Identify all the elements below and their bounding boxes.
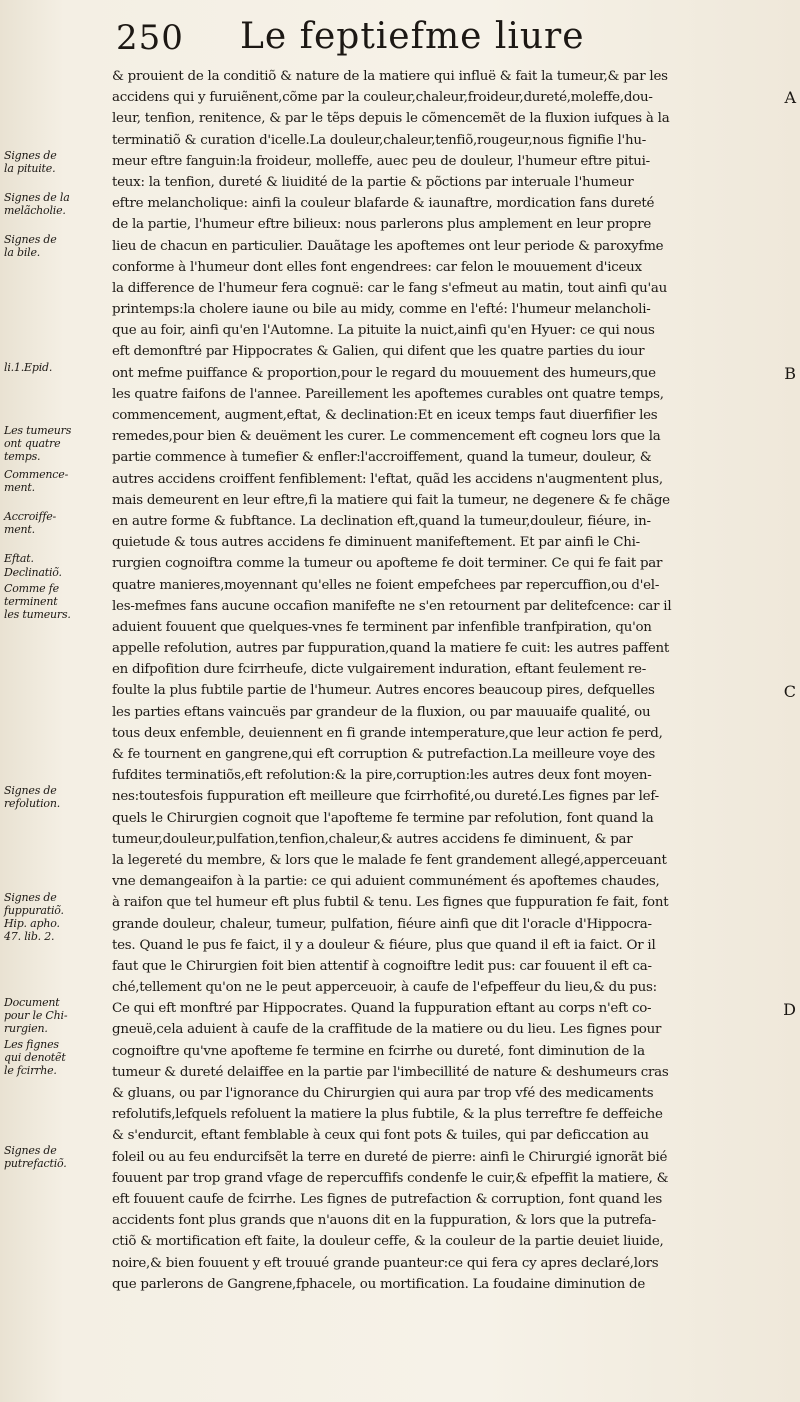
text-line: tumeur,douleur,pulfation,tenfion,chaleur,& autres accidens fe diminuent, & par bbox=[112, 831, 633, 847]
text-line: printemps:la cholere iaune ou bile au midy, comme en l'efté: l'humeur melancholi- bbox=[112, 302, 651, 318]
text-line: ché,tellement qu'on ne le peut apperceuoir, à caufe de l'efpeffeur du lieu,& du pus: bbox=[112, 980, 657, 996]
text-line: fouuent par trop grand vfage de repercuffifs condenfe le cuir,& efpeffit la matiere, & bbox=[112, 1170, 669, 1186]
margin-note: Accroiffe- ment. bbox=[4, 510, 57, 536]
margin-notes bbox=[0, 0, 112, 1402]
section-letter: B bbox=[784, 364, 796, 383]
margin-note: li.1.Epid. bbox=[4, 361, 53, 374]
text-line: que parlerons de Gangrene,fphacele, ou mortification. La foudaine diminution de bbox=[112, 1276, 645, 1292]
text-line: & prouient de la conditiõ & nature de la matiere qui influë & fait la tumeur,& par les bbox=[112, 69, 668, 84]
margin-note: Signes de la melãcholie. bbox=[4, 191, 70, 217]
text-line: teux: la tenfion, dureté & liuidité de la partie & põctions par interuale l'humeur bbox=[112, 174, 634, 190]
text-line: de la partie, l'humeur eftre bilieux: nous parlerons plus amplement en leur propre bbox=[112, 217, 652, 233]
text-line: tes. Quand le pus fe faict, il y a douleur & fiéure, plus que quand il eft ia faict. Or il bbox=[112, 937, 656, 953]
text-line: les parties eftans vaincuës par grandeur de la fluxion, ou par mauuaife qualité, ou bbox=[112, 704, 651, 720]
margin-note: Document pour le Chi- rurgien. bbox=[4, 996, 68, 1035]
text-line: eftre melancholique: ainfi la couleur blafarde & iaunaftre, mordication fans dureté bbox=[112, 196, 655, 212]
text-line: en autre forme & fubftance. La declination eft,quand la tumeur,douleur, fiéure, in- bbox=[112, 513, 651, 529]
text-line: appelle refolution, autres par fuppuration,quand la matiere fe cuit: les autres paffent bbox=[112, 641, 670, 657]
text-line: noire,& bien fouuent y eft trouué grande puanteur:ce qui fera cy apres declaré,lors bbox=[112, 1255, 659, 1271]
text-line: conforme à l'humeur dont elles font engendrees: car felon le mouuement d'iceux bbox=[112, 259, 642, 275]
margin-note: Commence- ment. bbox=[4, 468, 69, 494]
text-line: autres accidens croiffent fenfiblement: l'eftat, quãd les accidens n'augmentent plus, bbox=[112, 471, 663, 487]
section-letter: A bbox=[784, 88, 796, 107]
text-line: ont mefme puiffance & proportion,pour le regard du mouuement des humeurs,que bbox=[112, 365, 656, 381]
text-line: ctiõ & mortification eft faite, la douleur ceffe, & la couleur de la partie deuiet liuide, bbox=[112, 1234, 664, 1250]
text-line: à raifon que tel humeur eft plus fubtil & tenu. Les fignes que fuppuration fe fait, font bbox=[112, 895, 669, 911]
margin-note: Comme fe terminent les tumeurs. bbox=[4, 582, 71, 621]
text-line: vne demangeaifon à la partie: ce qui aduient communément és apoftemes chaudes, bbox=[112, 874, 660, 890]
section-letter: C bbox=[783, 682, 796, 701]
text-line: accidents font plus grands que n'auons dit en la fuppuration, & lors que la putrefa- bbox=[112, 1213, 656, 1229]
text-line: en difpofition dure fcirrheufe, dicte vulgairement induration, eftant feulement re- bbox=[112, 662, 646, 678]
text-line: commencement, augment,eftat, & declination:Et en iceux temps faut diuerfifier les bbox=[112, 408, 658, 423]
running-title: Le feptiefme liure bbox=[240, 16, 585, 57]
page-header bbox=[110, 14, 770, 64]
text-line: tumeur & dureté delaiffee en la partie par l'imbecillité de nature & deshumeurs cras bbox=[112, 1064, 669, 1080]
text-line: que au foir, ainfi qu'en l'Automne. La pituite la nuict,ainfi qu'en Hyuer: ce qui nous bbox=[112, 323, 655, 339]
text-line: mais demeurent en leur eftre,fi la matiere qui fait la tumeur, ne degenere & fe chãge bbox=[112, 492, 670, 508]
margin-note: Signes de la pituite. bbox=[4, 149, 57, 175]
text-line: remedes,pour bien & deuëment les curer. Le commencement eft cogneu lors que la bbox=[112, 429, 661, 445]
text-line: la difference de l'humeur fera cognuë: car le fang s'efmeut au matin, tout ainfi qu'au bbox=[112, 280, 668, 296]
text-line: lieu de chacun en particulier. Dauãtage les apoftemes ont leur periode & paroxyfme bbox=[112, 238, 664, 254]
text-line: foulte la plus fubtile partie de l'humeur. Autres encores beaucoup pires, defquelles bbox=[112, 683, 655, 699]
text-line: quatre manieres,moyennant qu'elles ne foient empefchees par repercuffion,ou d'el- bbox=[112, 577, 660, 593]
text-line: terminatiõ & curation d'icelle.La douleur,chaleur,tenfiõ,rougeur,nous fignifie l'hu- bbox=[112, 132, 646, 148]
text-line: leur, tenfion, renitence, & par le tẽps depuis le cõmencemẽt de la fluxion iufques à la bbox=[112, 111, 670, 127]
text-line: rurgien cognoiftra comme la tumeur ou apofteme fe doit terminer. Ce qui fe fait par bbox=[112, 556, 663, 572]
text-line: quietude & tous autres accidens fe diminuent manifeftement. Et par ainfi le Chi- bbox=[112, 535, 640, 551]
margin-note: Declinatiõ. bbox=[4, 566, 62, 579]
text-line: la legereté du membre, & lors que le malade fe fent grandement allegé,apperceuant bbox=[112, 852, 667, 868]
text-line: tous deux enfemble, deuiennent en fi grande intemperature,que leur action fe perd, bbox=[112, 725, 663, 741]
margin-note: Signes de putrefactiõ. bbox=[4, 1144, 67, 1170]
text-line: refolutifs,lefquels refoluent la matiere la plus fubtile, & la plus terreftre fe deffeiche bbox=[112, 1107, 663, 1123]
text-line: nes:toutesfois fuppuration eft meilleure que fcirrhofité,ou dureté.Les fignes par lef- bbox=[112, 789, 659, 805]
page-number: 250 bbox=[116, 18, 184, 58]
text-line: les-mefmes fans aucune occafion manifefte ne s'en retournent par delitefcence: car il bbox=[112, 598, 672, 614]
margin-note: Les tumeurs ont quatre temps. bbox=[4, 424, 72, 463]
margin-note: Les fignes qui denotẽt le fcirrhe. bbox=[4, 1038, 66, 1077]
text-line: Ce qui eft monftré par Hippocrates. Quand la fuppuration eftant au corps n'eft co- bbox=[112, 1001, 652, 1017]
text-line: eft fouuent caufe de fcirrhe. Les fignes de putrefaction & corruption, font quand les bbox=[112, 1191, 663, 1207]
text-line: quels le Chirurgien cognoit que l'apofteme fe termine par refolution, font quand la bbox=[112, 810, 654, 826]
text-line: partie commence à tumefier & enfler:l'accroiffement, quand la tumeur, douleur, & bbox=[112, 450, 652, 466]
text-line: foleil ou au feu endurcifsẽt la terre en dureté de pierre: ainfi le Chirurgié ignorãt bié bbox=[112, 1149, 668, 1165]
text-line: eft demonftré par Hippocrates & Galien, qui difent que les quatre parties du iour bbox=[112, 344, 645, 360]
section-letter: D bbox=[783, 1000, 796, 1019]
text-line: & gluans, ou par l'ignorance du Chirurgien qui aura par trop vfé des medicaments bbox=[112, 1086, 654, 1101]
text-line: & s'endurcit, eftant femblable à ceux qui font pots & tuiles, qui par deficcation au bbox=[112, 1128, 649, 1144]
margin-note: Signes de refolution. bbox=[4, 784, 61, 810]
main-text-block bbox=[112, 66, 784, 1295]
margin-note: Eftat. bbox=[4, 552, 34, 565]
text-line: accidens qui y furuiẽnent,cõme par la couleur,chaleur,froideur,dureté,moleffe,dou- bbox=[112, 90, 653, 106]
margin-note: Signes de la bile. bbox=[4, 233, 57, 259]
text-line: cognoiftre qu'vne apofteme fe termine en fcirrhe ou dureté, font diminution de la bbox=[112, 1043, 645, 1059]
text-line: fufdites terminatiõs,eft refolution:& la pire,corruption:les autres deux font moyen- bbox=[112, 768, 652, 784]
text-line: meur eftre fanguin:la froideur, molleffe, auec peu de douleur, l'humeur eftre pitui- bbox=[112, 153, 650, 169]
text-line: faut que le Chirurgien foit bien attentif à cognoiftre ledit pus: car fouuent il eft ca- bbox=[112, 958, 652, 974]
text-line: les quatre faifons de l'annee. Pareillement les apoftemes curables ont quatre temps, bbox=[112, 386, 664, 402]
text-line: gneuë,cela aduient à caufe de la craffitude de la matiere ou du lieu. Les fignes pour bbox=[112, 1022, 662, 1038]
text-line: aduient fouuent que quelques-vnes fe terminent par infenfible tranfpiration, qu'on bbox=[112, 619, 652, 635]
text-line: & fe tournent en gangrene,qui eft corruption & putrefaction.La meilleure voye des bbox=[112, 747, 656, 762]
text-line: grande douleur, chaleur, tumeur, pulfation, fiéure ainfi que dit l'oracle d'Hippocra- bbox=[112, 916, 652, 932]
margin-note: Signes de fuppuratiõ. Hip. apho. 47. lib. 2. bbox=[4, 891, 64, 943]
